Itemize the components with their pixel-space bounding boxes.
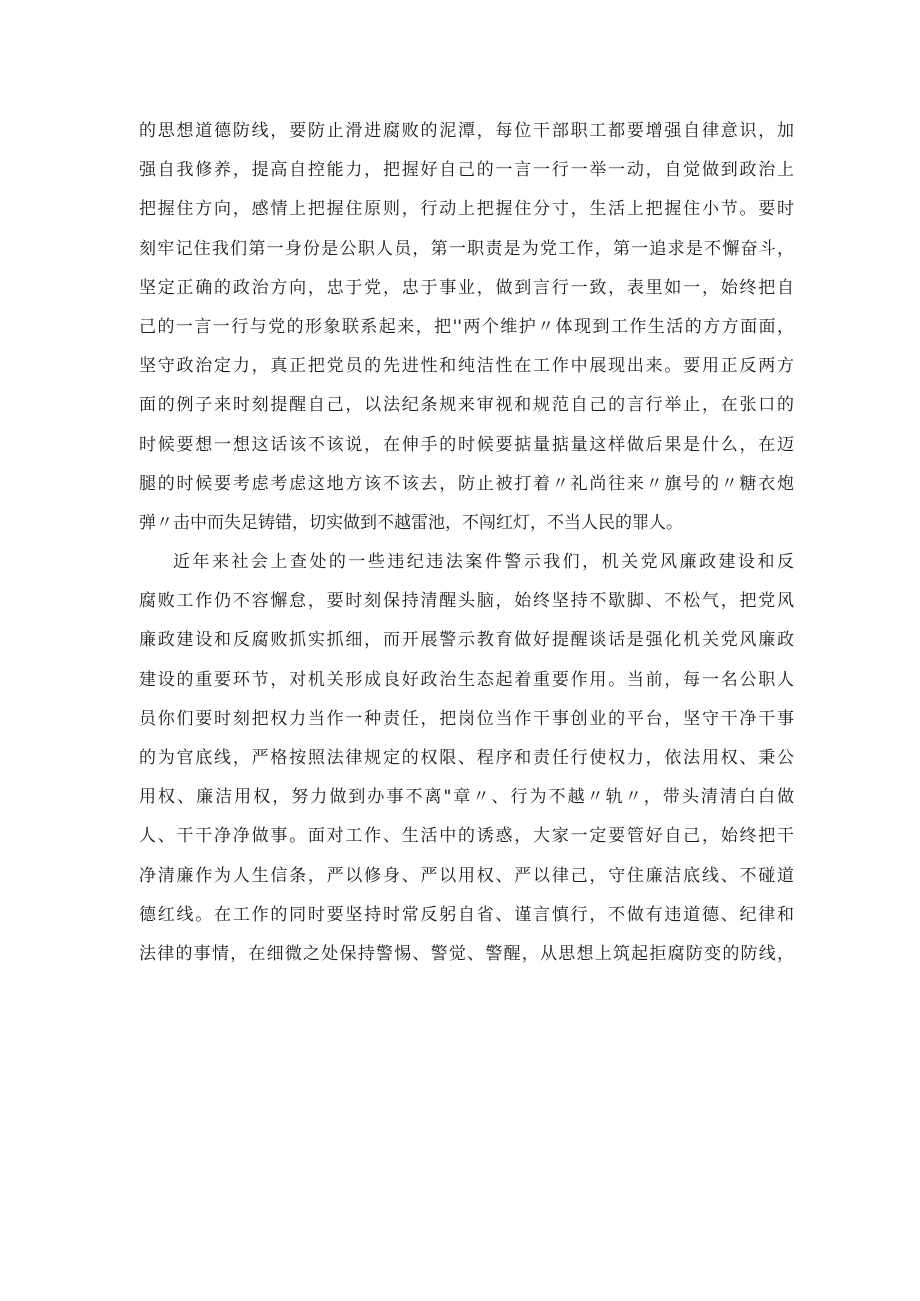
- paragraph-line: 强自我修养，提高自控能力，把握好自己的一言一行一举一动，自觉做到政治上: [139, 160, 794, 181]
- paragraph-1: [139, 112, 794, 543]
- paragraph-line: 的思想道德防线，要防止滑进腐败的泥潭，每位干部职工都要增强自律意识，加: [139, 121, 794, 141]
- paragraph-line: 己的一言一行与党的形象联系起来，把''两个维护〃体现到工作生活的方方面面，: [139, 316, 794, 337]
- paragraph-line: 腿的时候要考虑考虑这地方该不该去，防止被打着〃礼尚往来〃旗号的〃糖衣炮: [139, 473, 794, 494]
- paragraph-2: [139, 543, 794, 974]
- paragraph-line: 把握住方向，感情上把握住原则，行动上把握住分寸，生活上把握住小节。要时: [139, 199, 794, 220]
- paragraph-line: 时候要想一想这话该不该说，在伸手的时候要掂量掂量这样做后果是什么，在迈: [139, 434, 794, 455]
- paragraph-line: 腐败工作仍不容懈怠，要时刻保持清醒头脑，始终坚持不歇脚、不松气，把党风: [139, 591, 794, 612]
- paragraph-line: 净清廉作为人生信条，严以修身、严以用权、严以律己，守住廉洁底线、不碰道: [139, 865, 794, 886]
- paragraph-line: 用权、廉洁用权，努力做到办事不离"章〃、行为不越〃轨〃，带头清清白白做: [139, 787, 794, 808]
- paragraph-line: 刻牢记住我们第一身份是公职人员，第一职责是为党工作，第一追求是不懈奋斗，: [139, 238, 794, 259]
- paragraph-line: 人、干干净净做事。面对工作、生活中的诱惑，大家一定要管好自己，始终把干: [139, 826, 794, 847]
- paragraph-line: 近年来社会上查处的一些违纪违法案件警示我们，机关党风廉政建设和反: [173, 552, 794, 573]
- paragraph-line: 廉政建设和反腐败抓实抓细，而开展警示教育做好提醒谈话是强化机关党风廉政: [139, 630, 794, 651]
- paragraph-line: 德红线。在工作的同时要坚持时常反躬自省、谨言慎行，不做有违道德、纪律和: [139, 904, 794, 925]
- paragraph-line: 面的例子来时刻提醒自己，以法纪条规来审视和规范自己的言行举止，在张口的: [139, 395, 794, 416]
- paragraph-line: 建设的重要环节，对机关形成良好政治生态起着重要作用。当前，每一名公职人: [139, 669, 794, 690]
- paragraph-line: 的为官底线，严格按照法律规定的权限、程序和责任行使权力，依法用权、秉公: [139, 748, 794, 768]
- paragraph-line: 弹〃击中而失足铸错，切实做到不越雷池，不闯红灯，不当人民的罪人。: [139, 512, 683, 533]
- paragraph-line: 坚守政治定力，真正把党员的先进性和纯洁性在工作中展现出来。要用正反两方: [139, 356, 794, 377]
- document-body: [139, 112, 794, 974]
- paragraph-line: 坚定正确的政治方向，忠于党，忠于事业，做到言行一致，表里如一，始终把自: [139, 277, 794, 298]
- paragraph-line: 员你们要时刻把权力当作一种责任，把岗位当作干事创业的平台，坚守干净干事: [139, 708, 794, 729]
- paragraph-line: 法律的事情，在细微之处保持警惕、警觉、警醒，从思想上筑起拒腐防变的防线，: [139, 943, 794, 964]
